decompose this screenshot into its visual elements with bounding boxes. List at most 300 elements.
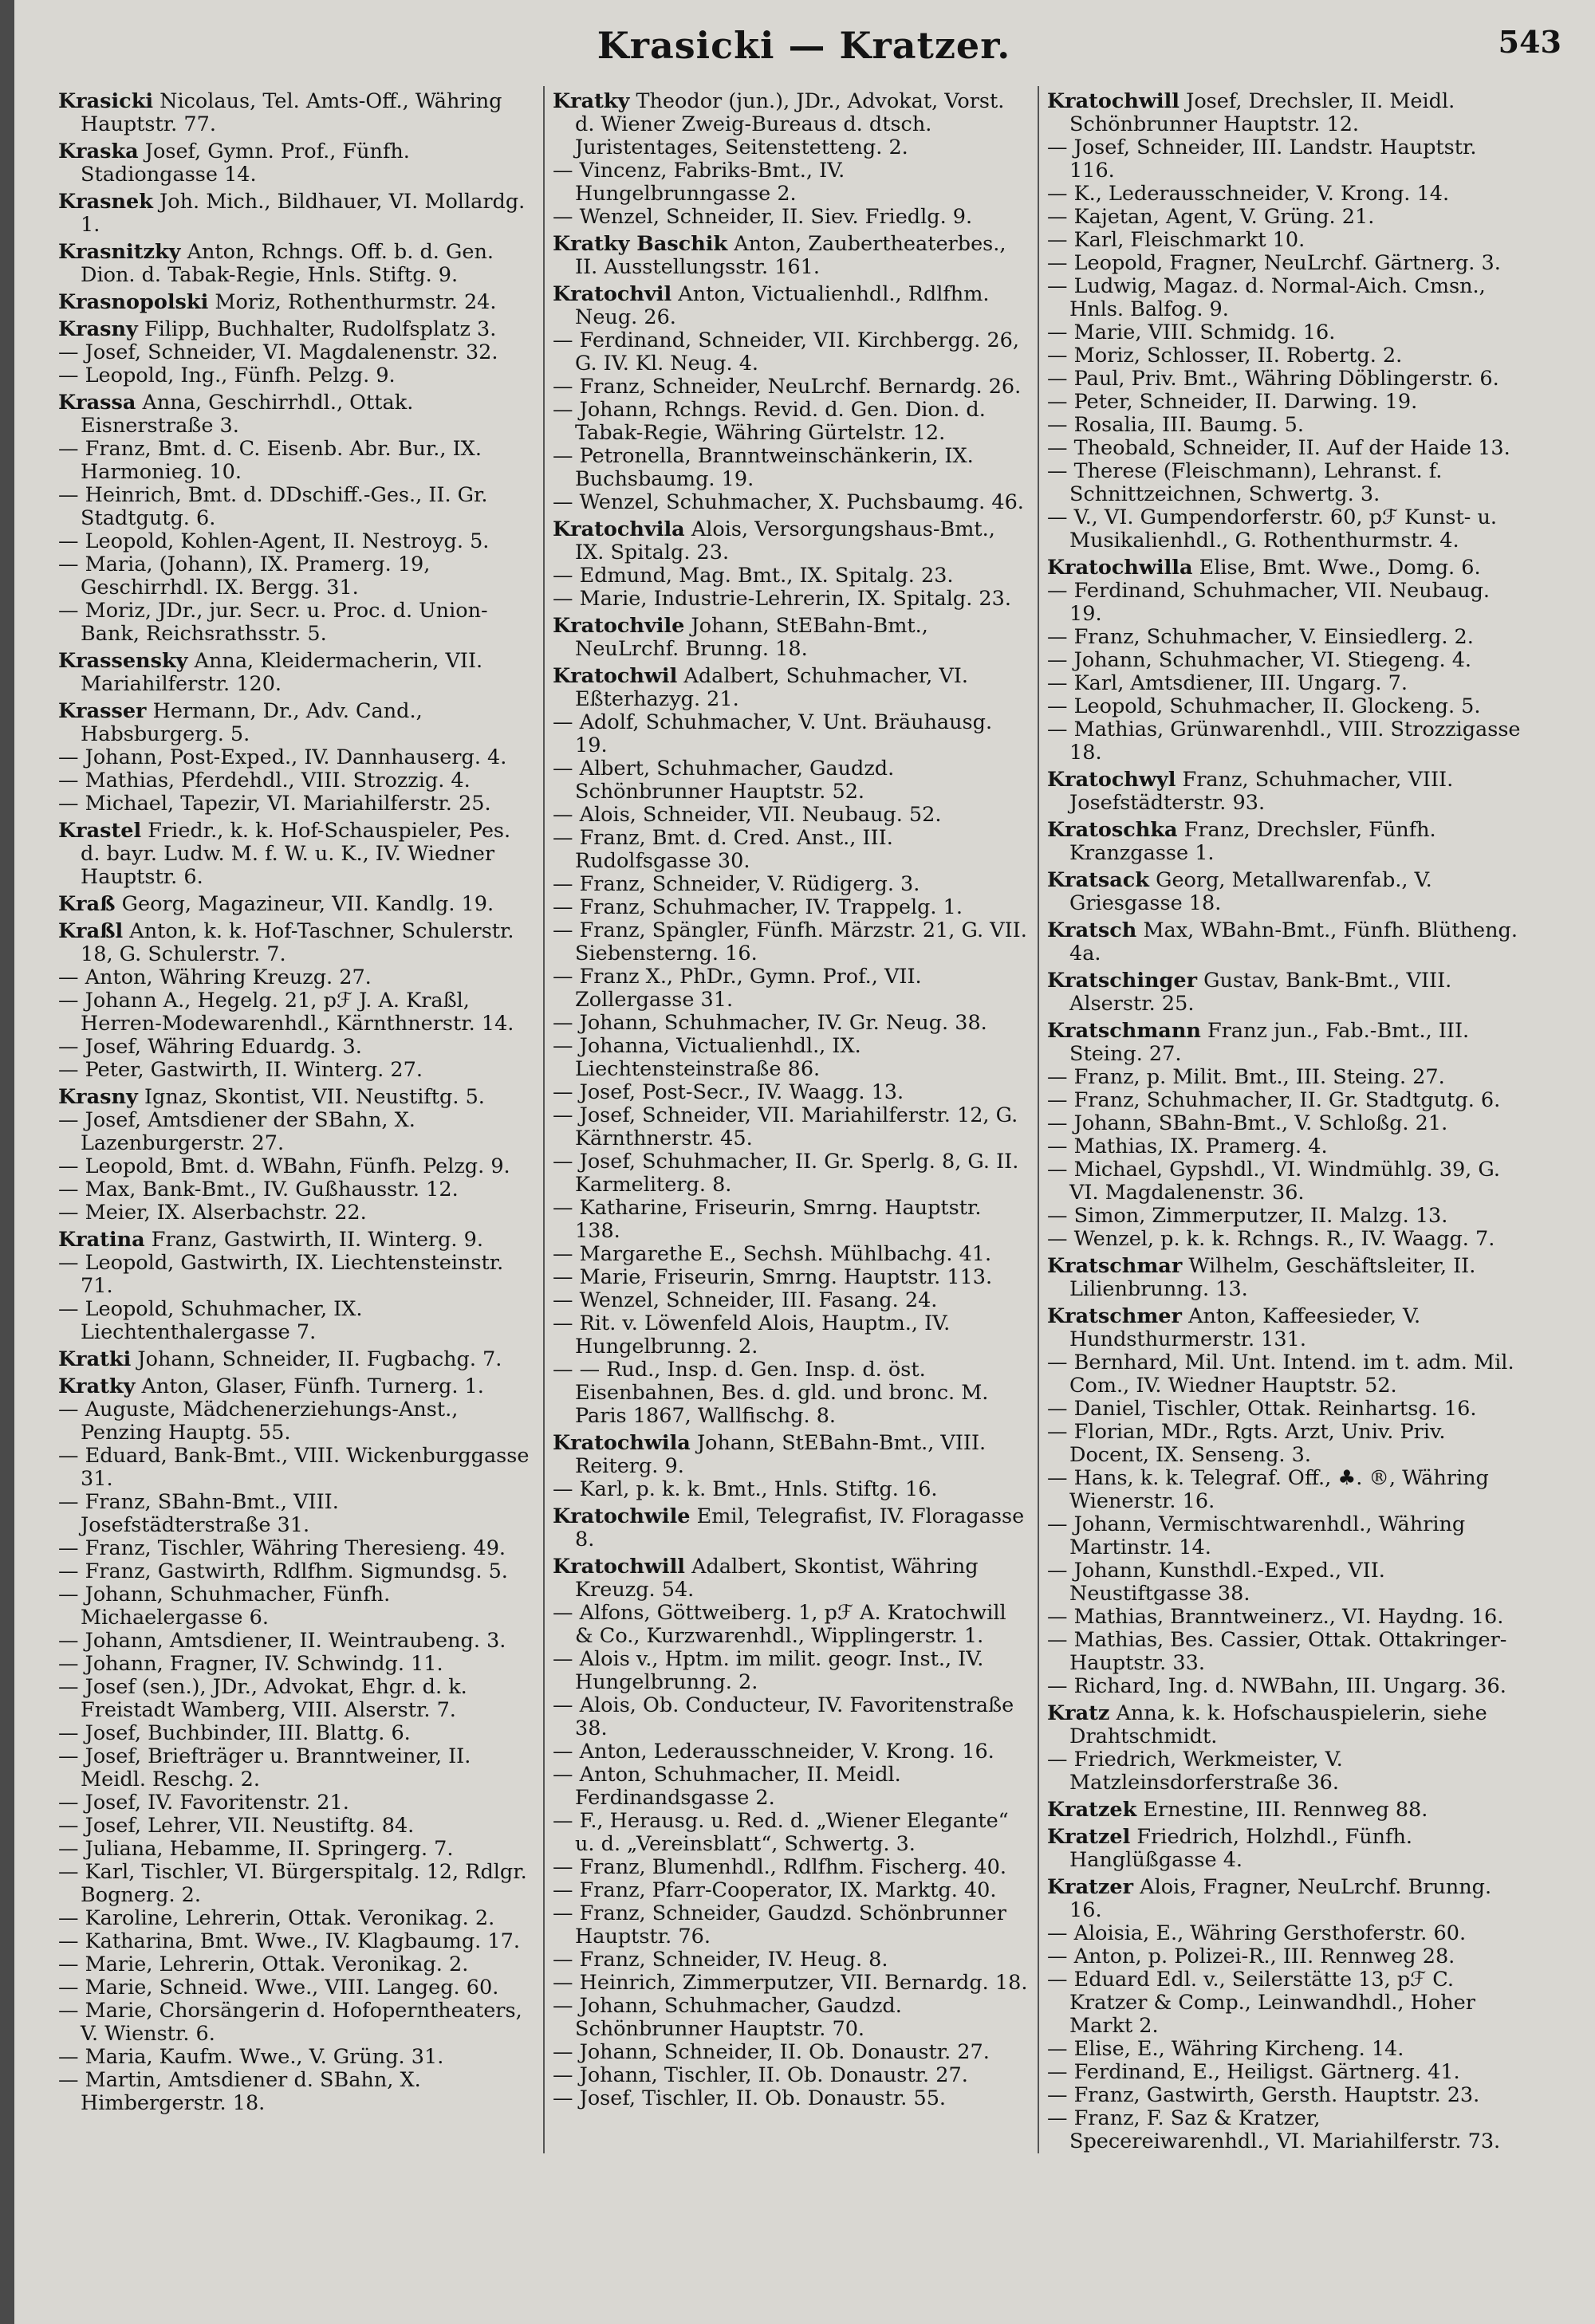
directory-entry [1047, 2107, 1526, 2153]
ditto-dash: — [1047, 413, 1074, 437]
directory-entry [58, 191, 535, 237]
entry-details: Johann, Tischler, II. Ob. Donaustr. 27. [579, 2063, 968, 2087]
directory-entry [553, 711, 1030, 757]
entry-details: Adalbert, Schuhmacher, VI. Eßterhazyg. 21. [575, 664, 968, 711]
ditto-dash: — [553, 1358, 580, 1382]
entry-details: Josef, Schneider, III. Landstr. Hauptstr. 116. [1069, 136, 1477, 183]
entry-details: Max, Bank-Bmt., IV. Gußhausstr. 12. [85, 1178, 459, 1201]
directory-entry [58, 291, 535, 314]
directory-entry [58, 1036, 535, 1059]
directory-entry [1047, 869, 1526, 915]
entry-details: Josef, Briefträger u. Branntweiner, II. Meidl. Reschg. 2. [81, 1744, 471, 1791]
directory-entry [1047, 1945, 1526, 1968]
entry-surname: Kraß [58, 892, 116, 916]
directory-entry [58, 1953, 535, 1976]
ditto-dash: — [1047, 228, 1074, 252]
entry-details: Ludwig, Magaz. d. Normal-Aich. Cmsn., Hnls. Balfog. 9. [1069, 274, 1486, 321]
directory-entry [58, 1676, 535, 1722]
entry-surname: Kratzer [1047, 1875, 1134, 1899]
entry-surname: Krasny [58, 317, 138, 341]
entry-details: Marie, Schneid. Wwe., VIII. Langeg. 60. [85, 1976, 499, 2000]
directory-entry [58, 553, 535, 600]
directory-entry [1047, 1205, 1526, 1228]
ditto-dash: — [1047, 390, 1074, 414]
directory-entry [58, 1722, 535, 1745]
entry-details: Marie, Industrie-Lehrerin, IX. Spitalg. 23. [579, 587, 1011, 611]
entry-details: Rit. v. Löwenfeld Alois, Hauptm., IV. Hungelbrunng. 2. [575, 1311, 951, 1359]
page-header [46, 24, 1562, 72]
directory-entry [58, 1201, 535, 1225]
directory-entry [58, 1630, 535, 1653]
ditto-dash: — [58, 1629, 85, 1653]
directory-entry [553, 757, 1030, 804]
ditto-dash: — [58, 1108, 85, 1132]
ditto-dash: — [58, 1444, 85, 1468]
entry-surname: Kraßl [58, 919, 124, 943]
entry-surname: Kratky [553, 89, 630, 113]
ditto-dash: — [553, 1242, 580, 1266]
directory-entry [1047, 1351, 1526, 1398]
directory-entry [1047, 1467, 1526, 1513]
entry-details: Leopold, Bmt. d. WBahn, Fünfh. Pelzg. 9. [85, 1154, 510, 1178]
directory-entry [58, 1445, 535, 1491]
entry-details: Johann, Schuhmacher, IV. Gr. Neug. 38. [579, 1011, 987, 1035]
entry-details: Mathias, IX. Pramerg. 4. [1073, 1134, 1328, 1158]
ditto-dash: — [553, 1265, 580, 1289]
directory-entry [1047, 626, 1526, 649]
ditto-dash: — [58, 1251, 85, 1275]
entry-surname: Kratina [58, 1228, 145, 1252]
running-title: Krasicki — Kratzer. [597, 24, 1011, 67]
ditto-dash: — [58, 1675, 85, 1699]
directory-entry [1047, 136, 1526, 183]
ditto-dash: — [1047, 2106, 1074, 2130]
entry-details: Johann, Schuhmacher, Fünfh. Michaelergasse 6. [81, 1583, 391, 1630]
directory-entry [58, 1059, 535, 1082]
entry-details: Anton, p. Polizei-R., III. Rennweg 28. [1073, 1945, 1455, 1968]
entry-details: Karl, p. k. k. Bmt., Hnls. Stiftg. 16. [579, 1477, 938, 1501]
entry-details: Hans, k. k. Telegraf. Off., ♣. ®, Währing Wienerstr. 16. [1069, 1466, 1489, 1513]
entry-details: Moriz, Schlosser, II. Robertg. 2. [1073, 344, 1403, 368]
directory-entry [58, 820, 535, 889]
entry-details: Josef, Tischler, II. Ob. Donaustr. 55. [579, 2086, 947, 2110]
directory-entry [58, 1537, 535, 1560]
directory-entry [553, 2041, 1030, 2064]
ditto-dash: — [553, 564, 580, 588]
ditto-dash: — [553, 1878, 580, 1902]
directory-entry [553, 491, 1030, 514]
directory-entry [58, 140, 535, 187]
directory-entry [58, 1155, 535, 1178]
entry-details: Eduard, Bank-Bmt., VIII. Wickenburggasse 31. [81, 1444, 530, 1491]
entry-details: Franz, Gastwirth, Gersth. Hauptstr. 23. [1073, 2083, 1480, 2107]
ditto-dash: — [58, 1952, 85, 1976]
ditto-dash: — [58, 1178, 85, 1201]
entry-details: Adalbert, Skontist, Währing Kreuzg. 54. [575, 1555, 979, 1602]
entry-details: Franz, Bmt. d. Cred. Anst., III. Rudolfsgasse 30. [575, 826, 893, 873]
ditto-dash: — [1047, 1466, 1074, 1490]
entry-surname: Kratochwill [553, 1555, 685, 1579]
directory-entry [1047, 695, 1526, 718]
ditto-dash: — [553, 2040, 580, 2064]
directory-entry [58, 2046, 535, 2069]
entry-details: Hermann, Dr., Adv. Cand., Habsburgerg. 5. [81, 699, 423, 746]
ditto-dash: — [553, 757, 580, 781]
ditto-dash: — [1047, 505, 1074, 529]
entry-details: Franz, SBahn-Bmt., VIII. Josefstädterstraße 31. [81, 1490, 339, 1537]
entry-surname: Kratschmann [1047, 1019, 1201, 1043]
entry-details: Friedrich, Werkmeister, V. Matzleinsdorferstraße 36. [1069, 1748, 1343, 1795]
ditto-dash: — [553, 1994, 580, 2018]
directory-entry [1047, 1305, 1526, 1351]
directory-entry [58, 1653, 535, 1676]
ditto-dash: — [58, 340, 85, 364]
entry-surname: Kratochwila [553, 1431, 691, 1455]
entry-details: Josef, Gymn. Prof., Fünfh. Stadiongasse 14. [81, 140, 410, 187]
ditto-dash: — [553, 1971, 580, 1995]
directory-entry [58, 484, 535, 530]
ditto-dash: — [553, 2063, 580, 2087]
directory-entry [58, 1791, 535, 1815]
directory-entry [1047, 969, 1526, 1016]
entry-surname: Krassensky [58, 649, 188, 673]
ditto-dash: — [58, 1791, 85, 1815]
directory-entry [553, 518, 1030, 564]
entry-details: Paul, Priv. Bmt., Währing Döblingerstr. 6. [1073, 367, 1499, 391]
directory-entry [58, 2000, 535, 2046]
directory-entry [58, 364, 535, 387]
directory-columns [50, 86, 1581, 2153]
directory-entry [1047, 368, 1526, 391]
entry-details: Anton, Zaubertheaterbes., II. Ausstellungsstr. 161. [575, 232, 1006, 279]
entry-details: Marie, VIII. Schmidg. 16. [1073, 320, 1336, 344]
directory-entry [553, 1810, 1030, 1856]
entry-details: Johann, Fragner, IV. Schwindg. 11. [85, 1652, 443, 1676]
entry-details: Mathias, Bes. Cassier, Ottak. Ottakringer-Hauptstr. 33. [1069, 1628, 1507, 1675]
entry-details: Michael, Gypshdl., VI. Windmühlg. 39, G. VI. Magdalenenstr. 36. [1069, 1158, 1500, 1205]
ditto-dash: — [1047, 2060, 1074, 2084]
entry-details: Mathias, Branntweinerz., VI. Haydng. 16. [1073, 1605, 1504, 1629]
ditto-dash: — [58, 1201, 85, 1225]
ditto-dash: — [1047, 1158, 1074, 1182]
ditto-dash: — [58, 1837, 85, 1861]
entry-surname: Krasnopolski [58, 290, 209, 314]
directory-entry [553, 1948, 1030, 1972]
entry-details: Alois, Versorgungshaus-Bmt., IX. Spitalg. 23. [575, 517, 995, 564]
entry-details: Alois, Schneider, VII. Neubaug. 52. [579, 803, 942, 827]
ditto-dash: — [58, 483, 85, 507]
entry-details: Johann, SBahn-Bmt., V. Schloßg. 21. [1073, 1111, 1448, 1135]
entry-surname: Kratochvil [553, 282, 672, 306]
ditto-dash: — [1047, 205, 1074, 229]
ditto-dash: — [553, 1011, 580, 1035]
entry-details: Wenzel, Schuhmacher, X. Puchsbaumg. 46. [579, 490, 1024, 514]
directory-entry [553, 1432, 1030, 1478]
directory-entry [58, 1861, 535, 1907]
entry-details: Anton, Währing Kreuzg. 27. [85, 965, 372, 989]
directory-entry [553, 283, 1030, 329]
entry-details: Anton, Glaser, Fünfh. Turnerg. 1. [141, 1374, 484, 1398]
entry-details: Josef, Post-Secr., IV. Waagg. 13. [579, 1080, 904, 1104]
ditto-dash: — [1047, 1204, 1074, 1228]
entry-details: Maria, Kaufm. Wwe., V. Grüng. 31. [85, 2045, 444, 2069]
directory-entry [553, 1359, 1030, 1428]
ditto-dash: — [1047, 320, 1074, 344]
directory-entry [553, 1035, 1030, 1081]
directory-entry [553, 665, 1030, 711]
directory-entry [553, 1197, 1030, 1243]
ditto-dash: — [1047, 251, 1074, 275]
directory-entry [1047, 1922, 1526, 1945]
entry-details: Franz, Schuhmacher, V. Einsiedlerg. 2. [1073, 625, 1474, 649]
ditto-dash: — [1047, 1065, 1074, 1089]
directory-entry [553, 376, 1030, 399]
ditto-dash: — [58, 1906, 85, 1930]
directory-entry [553, 2064, 1030, 2087]
entry-details: Johann, Schuhmacher, VI. Stiegeng. 4. [1073, 648, 1472, 672]
directory-entry [1047, 252, 1526, 275]
directory-entry [553, 1972, 1030, 1995]
entry-details: Katharine, Friseurin, Smrng. Hauptstr. 138. [575, 1196, 982, 1243]
ditto-dash: — [553, 1288, 580, 1312]
ditto-dash: — [58, 769, 85, 792]
entry-details: Anton, Schuhmacher, II. Meidl. Ferdinandsgasse 2. [575, 1763, 901, 1810]
entry-surname: Kratochwile [553, 1504, 691, 1528]
entry-details: Karoline, Lehrerin, Ottak. Veronikag. 2. [85, 1906, 495, 1930]
directory-entry [1047, 506, 1526, 552]
directory-entry [1047, 1089, 1526, 1112]
entry-details: Albert, Schuhmacher, Gaudzd. Schönbrunner Hauptstr. 52. [575, 757, 895, 804]
directory-entry [1047, 206, 1526, 229]
directory-entry [58, 1086, 535, 1109]
ditto-dash: — [1047, 274, 1074, 298]
entry-details: Wenzel, Schneider, II. Siev. Friedlg. 9. [579, 205, 973, 229]
entry-details: V., VI. Gumpendorferstr. 60, pℱ Kunst- u. Musikalienhdl., G. Rothenthurmstr. 4. [1069, 505, 1497, 552]
directory-entry [1047, 2038, 1526, 2061]
directory-entry [553, 1478, 1030, 1501]
ditto-dash: — [58, 364, 85, 387]
entry-details: Heinrich, Bmt. d. DDschiff.-Ges., II. Gr. Stadtgutg. 6. [81, 483, 488, 530]
directory-entry [58, 1815, 535, 1838]
entry-details: Simon, Zimmerputzer, II. Malzg. 13. [1073, 1204, 1448, 1228]
directory-column-1 [50, 86, 545, 2153]
ditto-dash: — [553, 205, 580, 229]
ditto-dash: — [58, 965, 85, 989]
entry-details: Alfons, Göttweiberg. 1, pℱ A. Kratochwill & Co., Kurzwarenhdl., Wipplingerstr. 1. [575, 1601, 1006, 1648]
directory-entry [1047, 344, 1526, 368]
entry-details: Anna, k. k. Hofschauspielerin, siehe Drahtschmidt. [1069, 1701, 1487, 1748]
entry-details: Michael, Tapezir, VI. Mariahilferstr. 25. [85, 792, 491, 816]
ditto-dash: — [58, 529, 85, 553]
directory-entry [1047, 1228, 1526, 1251]
directory-entry [1047, 2061, 1526, 2084]
entry-details: Franz X., PhDr., Gymn. Prof., VII. Zollergasse 31. [575, 965, 922, 1012]
directory-entry [1047, 1968, 1526, 2038]
directory-entry [1047, 1158, 1526, 1205]
entry-details: Gustav, Bank-Bmt., VIII. Alserstr. 25. [1069, 969, 1452, 1016]
entry-surname: Kratoschka [1047, 818, 1178, 842]
entry-details: Mathias, Pferdehdl., VIII. Strozzig. 4. [85, 769, 471, 792]
ditto-dash: — [553, 1080, 580, 1104]
entry-details: Kajetan, Agent, V. Grüng. 21. [1073, 205, 1375, 229]
directory-entry [1047, 437, 1526, 460]
directory-entry [553, 919, 1030, 965]
ditto-dash: — [58, 1398, 85, 1422]
entry-details: Leopold, Schuhmacher, IX. Liechtenthalergasse 7. [81, 1297, 363, 1344]
ditto-dash: — [1047, 1945, 1074, 1968]
entry-details: Auguste, Mädchenerziehungs-Anst., Penzing Hauptg. 55. [81, 1398, 459, 1445]
entry-details: Marie, Chorsängerin d. Hofoperntheaters, V. Wienstr. 6. [81, 1999, 522, 2046]
ditto-dash: — [58, 792, 85, 816]
entry-details: Franz, Gastwirth, Rdlfhm. Sigmundsg. 5. [85, 1559, 508, 1583]
entry-details: Mathias, Grünwarenhdl., VIII. Strozzigasse 18. [1069, 718, 1521, 765]
directory-entry [1047, 321, 1526, 344]
ditto-dash: — [553, 328, 580, 352]
directory-entry [553, 90, 1030, 159]
directory-entry [1047, 1748, 1526, 1795]
directory-entry [553, 1602, 1030, 1648]
entry-details: Friedr., k. k. Hof-Schauspieler, Pes. d. bayr. Ludw. M. f. W. u. K., IV. Wiedner Hauptstr. 6. [81, 819, 511, 889]
entry-details: Georg, Magazineur, VII. Kandlg. 19. [121, 892, 494, 916]
entry-details: Franz, Gastwirth, II. Winterg. 9. [151, 1228, 483, 1252]
ditto-dash: — [58, 1976, 85, 2000]
directory-entry [1047, 1826, 1526, 1872]
ditto-dash: — [553, 872, 580, 896]
ditto-dash: — [553, 918, 580, 942]
entry-details: K., Lederausschneider, V. Krong. 14. [1073, 182, 1450, 206]
entry-details: Alois, Fragner, NeuLrchf. Brunng. 16. [1069, 1875, 1492, 1922]
ditto-dash: — [1047, 1088, 1074, 1112]
ditto-dash: — [553, 1034, 580, 1058]
directory-entry [553, 1995, 1030, 2041]
entry-details: Bernhard, Mil. Unt. Intend. im t. adm. Mil. Com., IV. Wiedner Hauptstr. 52. [1069, 1351, 1514, 1398]
ditto-dash: — [1047, 671, 1074, 695]
entry-details: Franz, Schneider, NeuLrchf. Bernardg. 26. [579, 375, 1022, 399]
directory-entry [1047, 1513, 1526, 1559]
entry-details: Franz jun., Fab.-Bmt., III. Steing. 27. [1069, 1019, 1470, 1066]
entry-details: Johann, Post-Exped., IV. Dannhauserg. 4. [85, 745, 507, 769]
entry-details: Filipp, Buchhalter, Rudolfsplatz 3. [144, 317, 497, 341]
entry-details: Karl, Fleischmarkt 10. [1073, 228, 1306, 252]
entry-details: Josef (sen.), JDr., Advokat, Ehgr. d. k. Freistadt Wamberg, VIII. Alserstr. 7. [81, 1675, 467, 1722]
entry-details: Johann, Schneider, II. Ob. Donaustr. 27. [579, 2040, 990, 2064]
ditto-dash: — [1047, 2037, 1074, 2061]
directory-column-3 [1039, 86, 1534, 2153]
entry-details: Leopold, Gastwirth, IX. Liechtensteinstr. 71. [81, 1251, 504, 1298]
directory-entry [1047, 919, 1526, 965]
directory-entry [553, 233, 1030, 279]
entry-details: Wenzel, p. k. k. Rchngs. R., IV. Waagg. 7. [1073, 1227, 1495, 1251]
ditto-dash: — [58, 1744, 85, 1768]
entry-details: Franz, Schneider, IV. Heug. 8. [579, 1948, 888, 1972]
directory-entry [58, 769, 535, 792]
directory-entry [553, 2087, 1030, 2110]
entry-details: Emil, Telegrafist, IV. Floragasse 8. [575, 1504, 1025, 1551]
ditto-dash: — [58, 1297, 85, 1321]
entry-details: Wenzel, Schneider, III. Fasang. 24. [579, 1288, 938, 1312]
ditto-dash: — [553, 826, 580, 850]
entry-surname: Krasicki [58, 89, 154, 113]
entry-details: Josef, Buchbinder, III. Blattg. 6. [85, 1721, 411, 1745]
entry-details: Max, WBahn-Bmt., Fünfh. Blütheng. 4a. [1069, 918, 1518, 965]
entry-surname: Kratochwill [1047, 89, 1180, 113]
directory-entry [58, 438, 535, 484]
entry-details: Ferdinand, Schneider, VII. Kirchbergg. 26, G. IV. Kl. Neug. 4. [575, 328, 1019, 376]
entry-details: Peter, Schneider, II. Darwing. 19. [1073, 390, 1418, 414]
directory-entry [58, 650, 535, 696]
directory-entry [1047, 1398, 1526, 1421]
directory-entry [553, 1150, 1030, 1197]
directory-entry [1047, 1606, 1526, 1629]
entry-details: Franz, p. Milit. Bmt., III. Steing. 27. [1073, 1065, 1445, 1089]
ditto-dash: — [553, 1196, 580, 1220]
entry-surname: Kratschmar [1047, 1254, 1183, 1278]
entry-details: Aloisia, E., Währing Gersthoferstr. 60. [1073, 1921, 1467, 1945]
entry-details: Josef, Schneider, VII. Mariahilferstr. 12, G. Kärnthnerstr. 45. [575, 1103, 1018, 1150]
directory-entry [58, 1109, 535, 1155]
directory-entry [58, 318, 535, 341]
entry-details: Peter, Gastwirth, II. Winterg. 27. [85, 1058, 423, 1082]
entry-details: Adolf, Schuhmacher, V. Unt. Bräuhausg. 19. [575, 710, 993, 757]
ditto-dash: — [553, 1647, 580, 1671]
ditto-dash: — [1047, 1512, 1074, 1536]
directory-entry [58, 920, 535, 966]
entry-details: Rosalia, III. Baumg. 5. [1073, 413, 1305, 437]
ditto-dash: — [1047, 2083, 1074, 2107]
entry-details: Karl, Amtsdiener, III. Ungarg. 7. [1073, 671, 1408, 695]
entry-surname: Kraska [58, 140, 139, 163]
directory-entry [1047, 672, 1526, 695]
entry-details: Leopold, Ing., Fünfh. Pelzg. 9. [85, 364, 396, 387]
entry-details: Franz, Blumenhdl., Rdlfhm. Fischerg. 40. [579, 1855, 1006, 1879]
directory-entry [553, 1856, 1030, 1879]
entry-details: Theobald, Schneider, II. Auf der Haide 13. [1073, 436, 1510, 460]
ditto-dash: — [1047, 694, 1074, 718]
directory-entry [58, 2069, 535, 2115]
entry-surname: Krasnek [58, 190, 153, 214]
entry-surname: Kratschinger [1047, 969, 1198, 993]
entry-details: Johann, StEBahn-Bmt., NeuLrchf. Brunng. 18. [575, 614, 928, 661]
entry-details: Anton, k. k. Hof-Taschner, Schulerstr. 18, G. Schulerstr. 7. [81, 919, 514, 966]
entry-surname: Kratochvile [553, 614, 685, 638]
directory-entry [553, 399, 1030, 445]
ditto-dash: — [1047, 1227, 1074, 1251]
directory-entry [58, 1491, 535, 1537]
ditto-dash: — [553, 1601, 580, 1625]
ditto-dash: — [1047, 1134, 1074, 1158]
directory-entry [553, 1505, 1030, 1551]
entry-details: Franz, Pfarr-Cooperator, IX. Marktg. 40. [579, 1878, 997, 1902]
directory-entry [58, 90, 535, 136]
entry-surname: Kratsch [1047, 918, 1137, 942]
ditto-dash: — [553, 710, 580, 734]
directory-entry [553, 445, 1030, 491]
directory-entry [58, 1229, 535, 1252]
directory-entry [1047, 769, 1526, 815]
entry-details: Anna, Geschirrhdl., Ottak. Eisnerstraße 3. [81, 391, 414, 438]
entry-details: Alois v., Hptm. im milit. geogr. Inst., IV. Hungelbrunng. 2. [575, 1647, 984, 1694]
entry-details: — Rud., Insp. d. Gen. Insp. d. öst. Eisenbahnen, Bes. d. gld. und bronc. M. Paris 1867, Wallfischg. 8. [575, 1358, 989, 1428]
entry-details: Franz, Bmt. d. C. Eisenb. Abr. Bur., IX. Harmonieg. 10. [81, 437, 482, 484]
directory-entry [553, 896, 1030, 919]
directory-entry [553, 588, 1030, 611]
ditto-dash: — [553, 1901, 580, 1925]
entry-details: Anton, Rchngs. Off. b. d. Gen. Dion. d. Tabak-Regie, Hnls. Stiftg. 9. [81, 240, 494, 287]
ditto-dash: — [58, 1583, 85, 1606]
directory-entry [1047, 819, 1526, 865]
entry-details: Katharina, Bmt. Wwe., IV. Klagbaumg. 17. [85, 1929, 520, 1953]
ditto-dash: — [553, 1855, 580, 1879]
